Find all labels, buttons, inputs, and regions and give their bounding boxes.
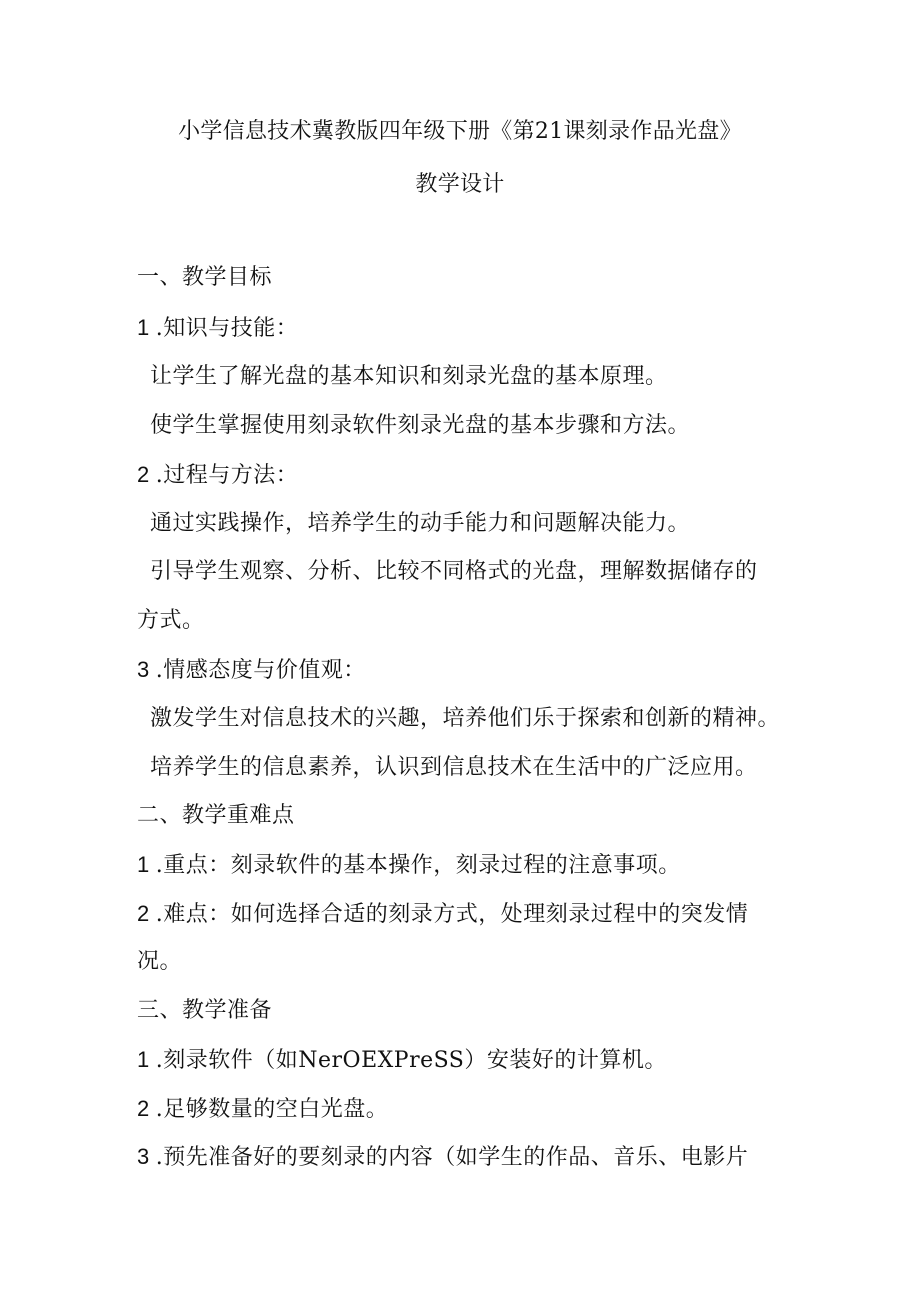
subsection-knowledge-skills bbox=[137, 313, 298, 344]
paragraph-continuation: 方式。 bbox=[137, 608, 205, 633]
paragraph: 激发学生对信息技术的兴趣，培养他们乐于探索和创新的精神。 bbox=[150, 706, 781, 731]
document-title: 小学信息技术冀教版四年级下册《第21课刻录作品光盘》 bbox=[178, 119, 742, 144]
paragraph-continuation: 况。 bbox=[137, 949, 183, 974]
item-number: 2 bbox=[137, 1096, 150, 1121]
item-number: 2 bbox=[137, 901, 150, 926]
item-number: 2 bbox=[137, 462, 150, 487]
list-item-blank-discs bbox=[137, 1094, 388, 1125]
subsection-attitudes-values bbox=[137, 655, 366, 686]
item-label: .难点：如何选择合适的刻录方式，处理刻录过程中的突发情 bbox=[155, 902, 749, 927]
section-heading-key-points: 二、教学重难点 bbox=[137, 803, 295, 828]
subsection-process-methods bbox=[137, 460, 298, 491]
list-item-difficulty bbox=[137, 899, 748, 930]
paragraph: 使学生掌握使用刻录软件刻录光盘的基本步骤和方法。 bbox=[150, 413, 691, 438]
paragraph: 引导学生观察、分析、比较不同格式的光盘，理解数据储存的 bbox=[150, 559, 758, 584]
paragraph: 培养学生的信息素养，认识到信息技术在生活中的广泛应用。 bbox=[150, 755, 758, 780]
paragraph: 通过实践操作，培养学生的动手能力和问题解决能力。 bbox=[150, 511, 691, 536]
list-item-key-point bbox=[137, 850, 681, 881]
item-number: 1 bbox=[137, 315, 150, 340]
item-number: 1 bbox=[137, 1047, 150, 1072]
item-label: .情感态度与价值观： bbox=[155, 658, 366, 683]
item-label: .足够数量的空白光盘。 bbox=[155, 1097, 389, 1122]
item-label: .知识与技能： bbox=[155, 316, 299, 341]
item-number: 3 bbox=[137, 1144, 150, 1169]
section-heading-objectives: 一、教学目标 bbox=[137, 265, 273, 290]
section-heading-preparation: 三、教学准备 bbox=[137, 998, 273, 1023]
item-label: .过程与方法： bbox=[155, 463, 299, 488]
item-label: .刻录软件（如NerOEXPreSS）安装好的计算机。 bbox=[155, 1048, 667, 1073]
list-item-software bbox=[137, 1045, 667, 1076]
list-item-content bbox=[137, 1142, 748, 1173]
item-number: 3 bbox=[137, 657, 150, 682]
document-subtitle: 教学设计 bbox=[415, 172, 505, 197]
item-label: .重点：刻录软件的基本操作，刻录过程的注意事项。 bbox=[155, 853, 681, 878]
item-number: 1 bbox=[137, 852, 150, 877]
item-label: .预先准备好的要刻录的内容（如学生的作品、音乐、电影片 bbox=[155, 1145, 749, 1170]
paragraph: 让学生了解光盘的基本知识和刻录光盘的基本原理。 bbox=[150, 364, 668, 389]
